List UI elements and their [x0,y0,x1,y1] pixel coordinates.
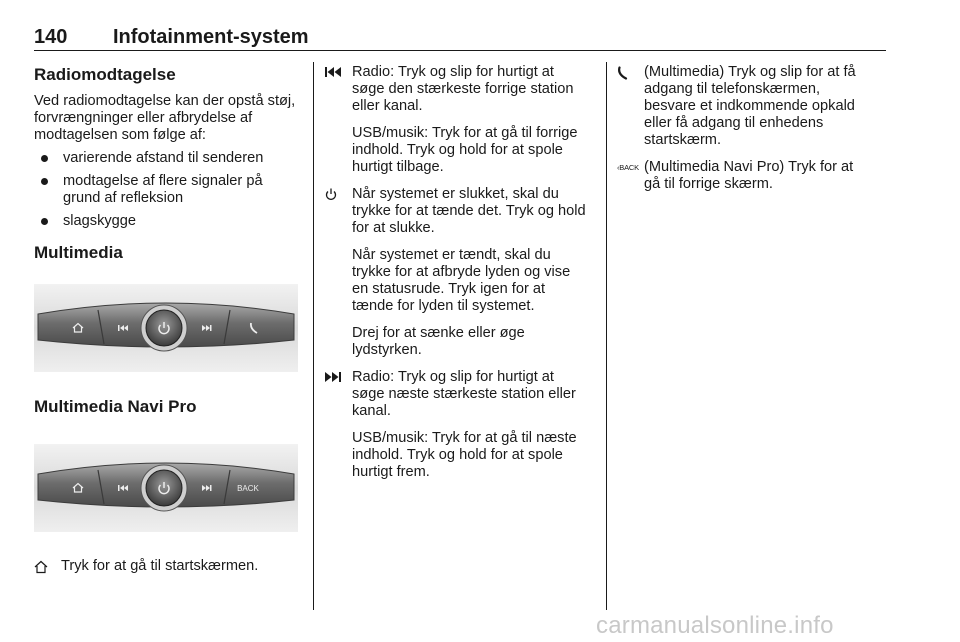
back-icon: ‹BACK [617,163,639,172]
prev-key-entry [325,64,587,186]
prev-radio-description: Radio: Tryk og slip for hurtigt at søge den stærkeste forrige station eller kanal. [352,64,574,114]
column-divider-1 [313,62,314,610]
next-radio-description: Radio: Tryk og slip for hurtigt at søge næste stærkeste station eller kanal. [352,369,576,419]
volume-description: Drej for at sænke eller øge lydstyrken. [352,325,525,358]
bullet-dot [41,178,48,185]
list-item: varierende afstand til senderen [34,150,298,167]
power-icon [325,186,352,369]
page-title: Infotainment-system [113,26,309,48]
bullet-dot [41,218,48,225]
column-3 [617,64,857,203]
back-key-entry [617,159,857,203]
home-key-entry [34,558,298,575]
column-1 [34,64,298,575]
phone-key-entry [617,64,857,159]
list-item: slagskygge [34,213,298,230]
next-usb-description: USB/musik: Tryk for at gå til næste indhold. Tryk og hold for at spole hurtigt frem. [352,430,577,480]
next-track-icon [325,369,352,491]
multimedia-control-panel-figure [34,284,298,372]
power-on-description: Når systemet er tændt, skal du trykke for at afbryde lyden og vise en statusrude. Tryk igen for at tænde for lyden til systemet. [352,247,571,314]
intro-paragraph: Ved radiomodtagelse kan der opstå støj, forvrængninger eller afbrydelse af modtagelsen som følge af: [34,93,296,143]
navi-pro-control-panel-figure [34,444,298,532]
watermark: carmanualsonline.info [596,612,834,639]
previous-track-icon [325,64,352,186]
back-key-description: (Multimedia Navi Pro) Tryk for at gå til forrige skærm. [644,159,854,192]
column-2 [325,64,587,491]
phone-icon [617,64,644,159]
column-divider-2 [606,62,607,610]
phone-key-description: (Multimedia) Tryk og slip for at få adgang til telefonskærmen, besvare et indkommende opkald eller få adgang til enhedens startskærm. [644,64,856,148]
list-item: modtagelse af flere signaler på grund af refleksion [34,173,298,207]
bullet-dot [41,155,48,162]
home-key-description: Tryk for at gå til startskærmen. [61,558,259,574]
back-key-icon: BACK [237,484,259,493]
power-off-description: Når systemet er slukket, skal du trykke for at tænde det. Tryk og hold for at slukke. [352,186,586,236]
next-key-entry [325,369,587,491]
prev-usb-description: USB/musik: Tryk for at gå til forrige indhold. Tryk og hold for at spole hurtigt tilbage. [352,125,578,175]
section-heading-navi-pro: Multimedia Navi Pro [34,397,197,416]
page-number: 140 [34,26,68,48]
section-heading-multimedia: Multimedia [34,243,123,262]
power-key-entry [325,186,587,369]
bullet-list [34,150,298,230]
section-heading-radio: Radiomodtagelse [34,65,176,84]
page-header [34,26,886,51]
home-icon [34,558,61,575]
